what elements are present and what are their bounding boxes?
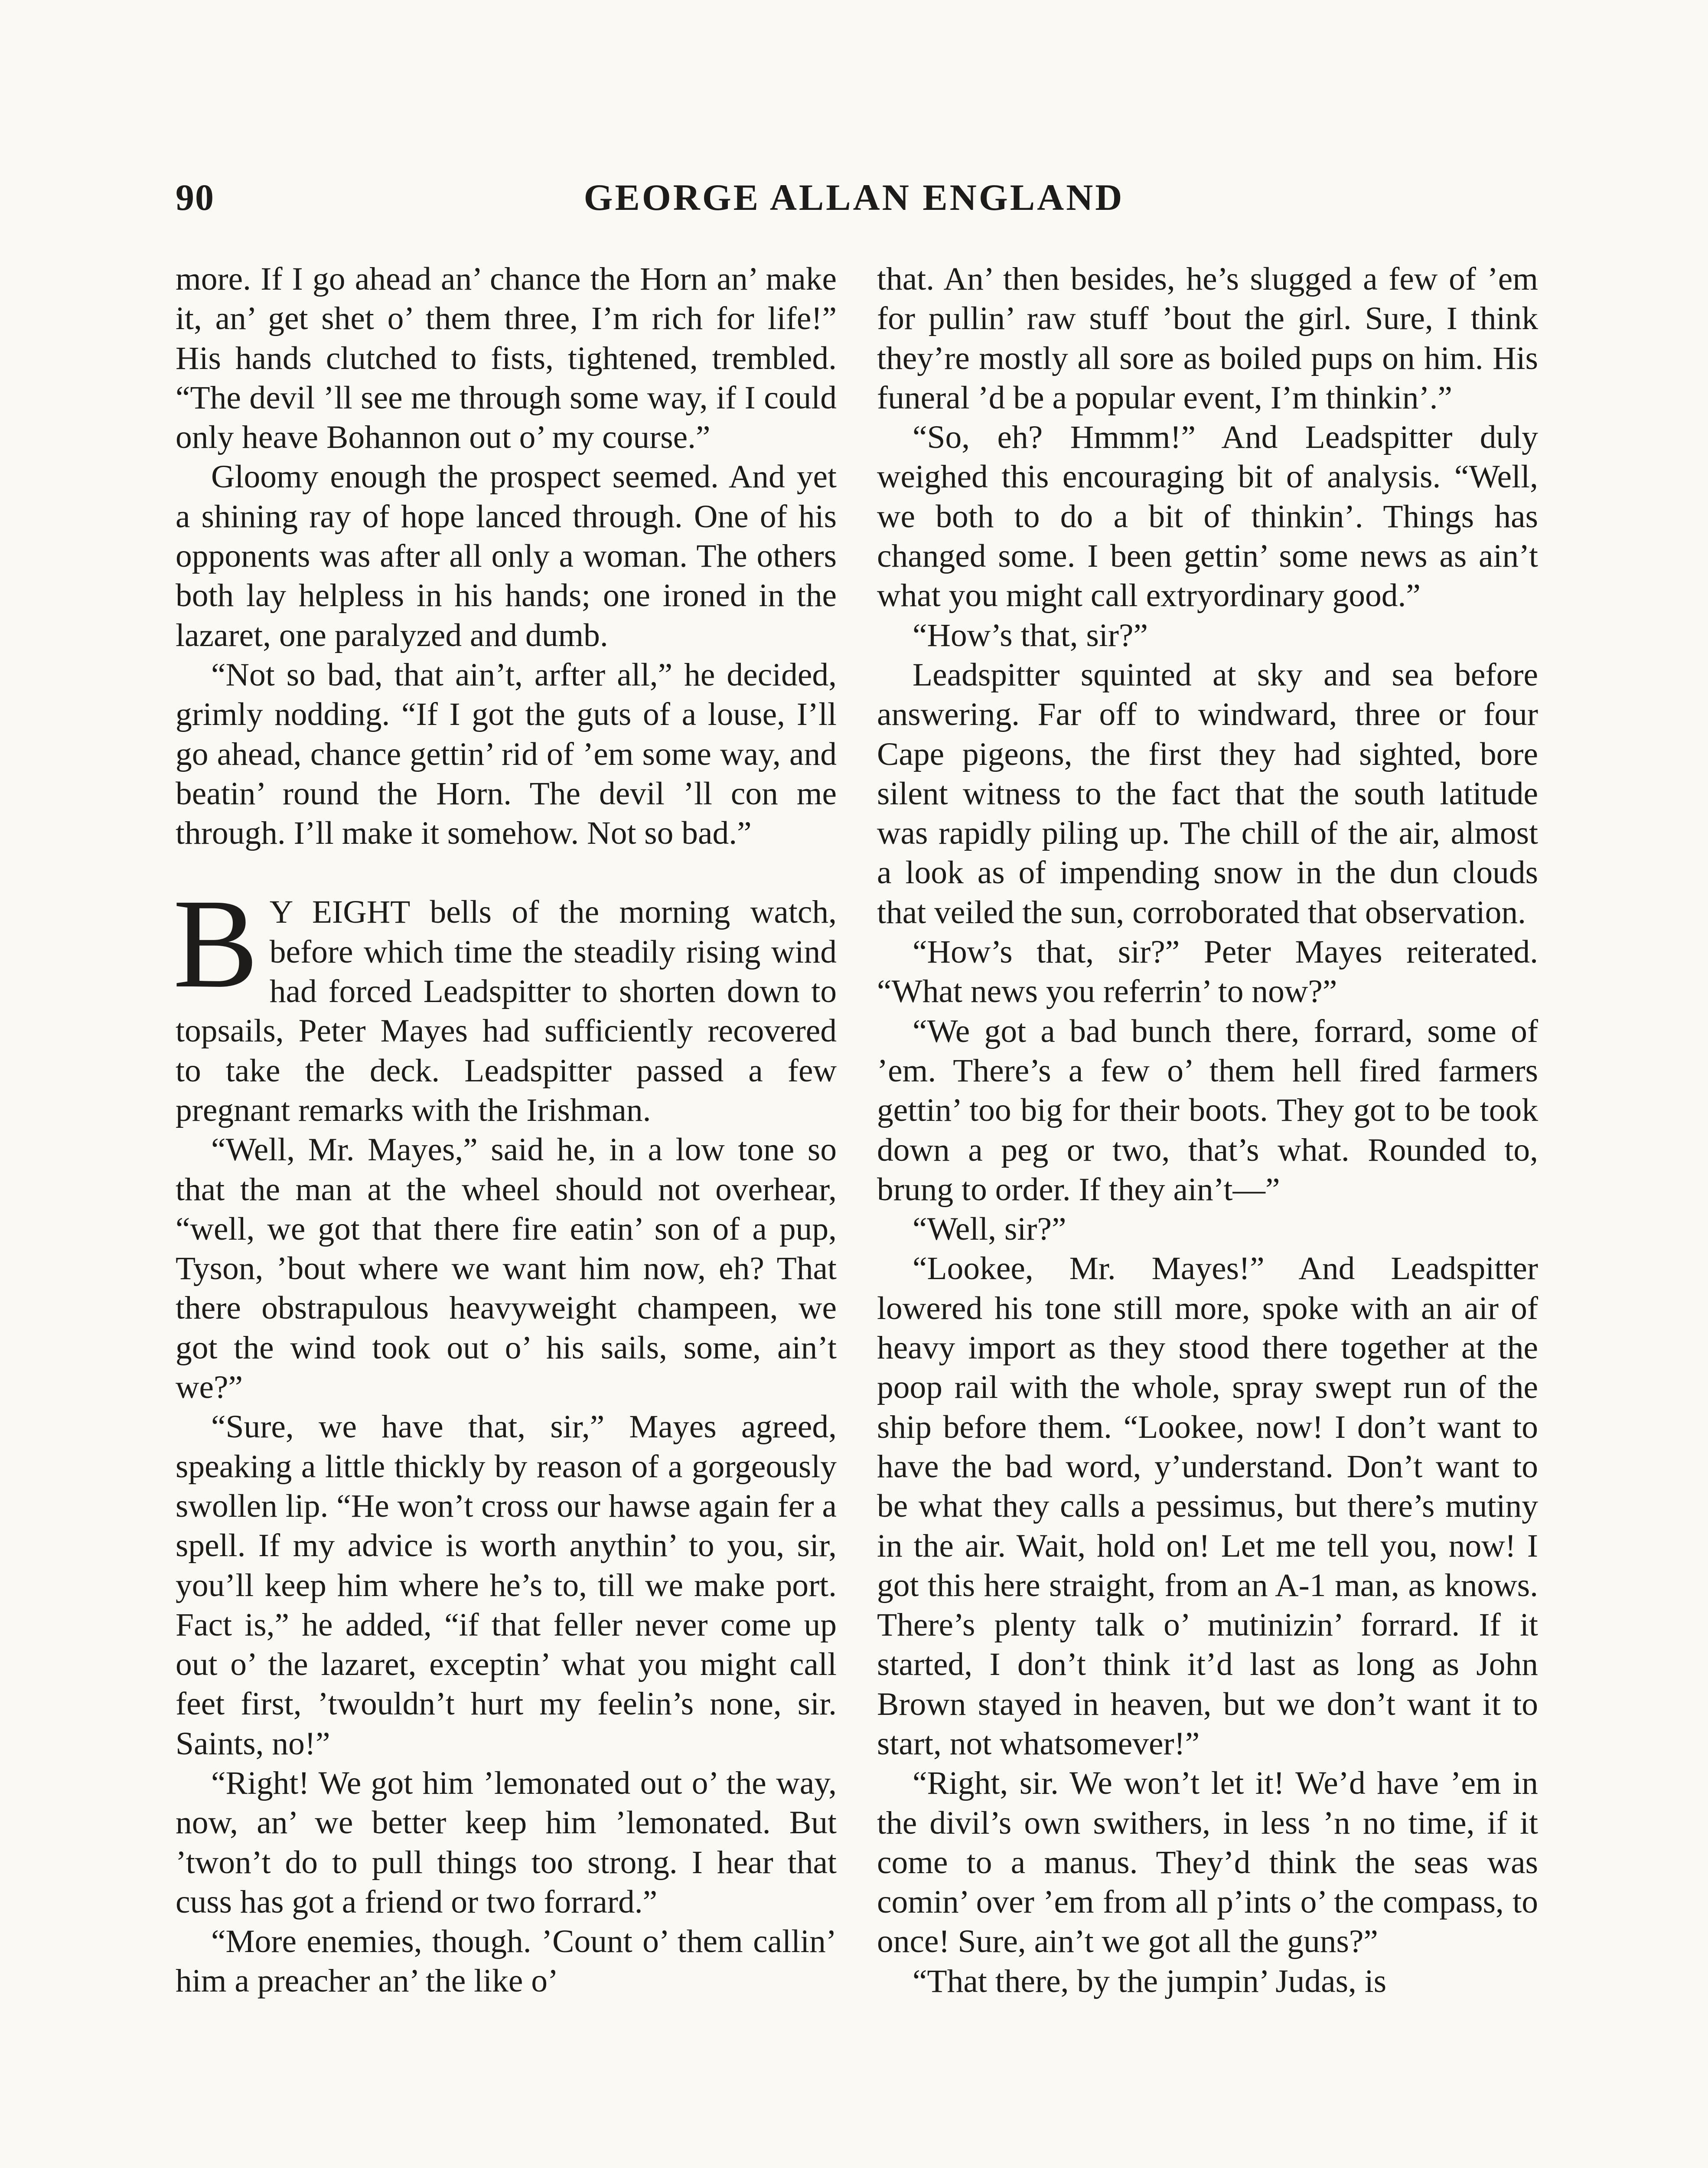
left-column — [173, 259, 837, 2001]
paragraph: “How’s that, sir?” Peter Mayes reiterated. “What news you referrin’ to now?” — [877, 934, 1538, 1010]
section-opening-text: Y EIGHT bells of the morning watch, before which time the steadily rising wind had forced Leadspitter to shorten down to topsails, Peter Mayes had sufficiently recovered to take the deck. Leadspitter passed a few pregnant remarks with the Irishman. — [176, 894, 837, 1128]
paragraph: Gloomy enough the prospect seemed. And yet a shining ray of hope lanced through. One of his opponents was after all only a woman. The others both lay helpless in his hands; one ironed in the lazaret, one paralyzed and dumb. — [176, 459, 837, 653]
paragraph: “Right, sir. We won’t let it! We’d have ’em in the divil’s own swithers, in less ’n no time, if it come to a manus. They’d think the seas was comin’ over ’em from all p’ints o’ the compass, to once! Sure, ain’t we got all the guns?” — [877, 1765, 1538, 1960]
paragraph: that. An’ then besides, he’s slugged a few of ’em for pullin’ raw stuff ’bout the girl. Sure, I think they’re mostly all sore as boiled pups on him. His funeral ’d be a popular event, I’m thinkin’.” — [877, 261, 1538, 416]
paragraph: “Well, sir?” — [913, 1211, 1066, 1247]
paragraph: “More enemies, though. ’Count o’ them callin’ him a preacher an’ the like o’ — [176, 1923, 837, 1999]
paragraph: “How’s that, sir?” — [913, 617, 1148, 653]
paragraph: Leadspitter squinted at sky and sea before answering. Far off to windward, three or four Cape pigeons, the first they had sighted, bore silent witness to the fact that the south latitude was rapidly piling up. The chill of the air, almost a look as of impending snow in the dun clouds that veiled the sun, corroborated that observation. — [877, 656, 1538, 931]
paragraph: “Not so bad, that ain’t, arfter all,” he decided, grimly nodding. “If I got the guts of a louse, I’ll go ahead, chance gettin’ rid of ’em some way, and beatin’ round the Horn. The devil ’ll con me through. I’ll make it somehow. Not so bad.” — [176, 656, 837, 852]
paragraph: “Well, Mr. Mayes,” said he, in a low tone so that the man at the wheel should not overhear, “well, we got that there fire eatin’ son of a pup, Tyson, ’bout where we want him now, eh? That there obstrapulous heavyweight champeen, we got the wind took out o’ his sails, some, ain’t we?” — [176, 1132, 837, 1406]
paragraph: “So, eh? Hmmm!” And Leadspitter duly weighed this encouraging bit of analysis. “Well, we both to do a bit of thinkin’. Things has changed some. I been gettin’ some news as ain’t what you might call extryordinary good.” — [877, 419, 1538, 614]
paragraph: “That there, by the jumpin’ Judas, is — [913, 1963, 1387, 1999]
paragraph: more. If I go ahead an’ chance the Horn an’ make it, an’ get shet o’ them three, I’m rich for life!” His hands clutched to fists, tightened, trembled. “The devil ’ll see me through some way, if I could only heave Bohannon out o’ my course.” — [176, 261, 837, 456]
section-opening-paragraph — [173, 872, 837, 1130]
paragraph: “Right! We got him ’lemonated out o’ the way, now, an’ we better keep him ’lemonated. But ’twon’t do to pull things too strong. I hear that cuss has got a friend or two forrard.” — [176, 1765, 837, 1920]
drop-cap: B — [173, 872, 258, 1015]
paragraph: “Sure, we have that, sir,” Mayes agreed, speaking a little thickly by reason of a gorgeously swollen lip. “He won’t cross our hawse again fer a spell. If my advice is worth anythin’ to you, sir, you’ll keep him where he’s to, till we make port. Fact is,” he added, “if that feller never come up out o’ the lazaret, exceptin’ what you might call feet first, ’twouldn’t hurt my feelin’s none, sir. Saints, no!” — [176, 1409, 837, 1762]
running-head: GEORGE ALLAN ENGLAND — [583, 176, 1125, 218]
paragraph: “Lookee, Mr. Mayes!” And Leadspitter lowered his tone still more, spoke with an air of heavy import as they stood there together at the poop rail with the whole, spray swept run of the ship before them. “Lookee, now! I don’t want to have the bad word, y’understand. Don’t want to be what they calls a pessimus, but there’s mutiny in the air. Wait, hold on! Let me tell you, now! I got this here straight, from an A-1 man, as knows. There’s plenty talk o’ mutinizin’ forrard. If it started, I don’t think it’d last as long as John Brown stayed in heaven, but we don’t want it to start, not whatsomever!” — [877, 1251, 1538, 1762]
right-column — [877, 259, 1538, 2001]
paragraph: “We got a bad bunch there, forrard, some of ’em. There’s a few o’ them hell fired farmers gettin’ too big for their boots. They got to be took down a peg or two, that’s what. Rounded to, brung to order. If they ain’t—” — [877, 1013, 1538, 1208]
page-number: 90 — [176, 176, 215, 218]
